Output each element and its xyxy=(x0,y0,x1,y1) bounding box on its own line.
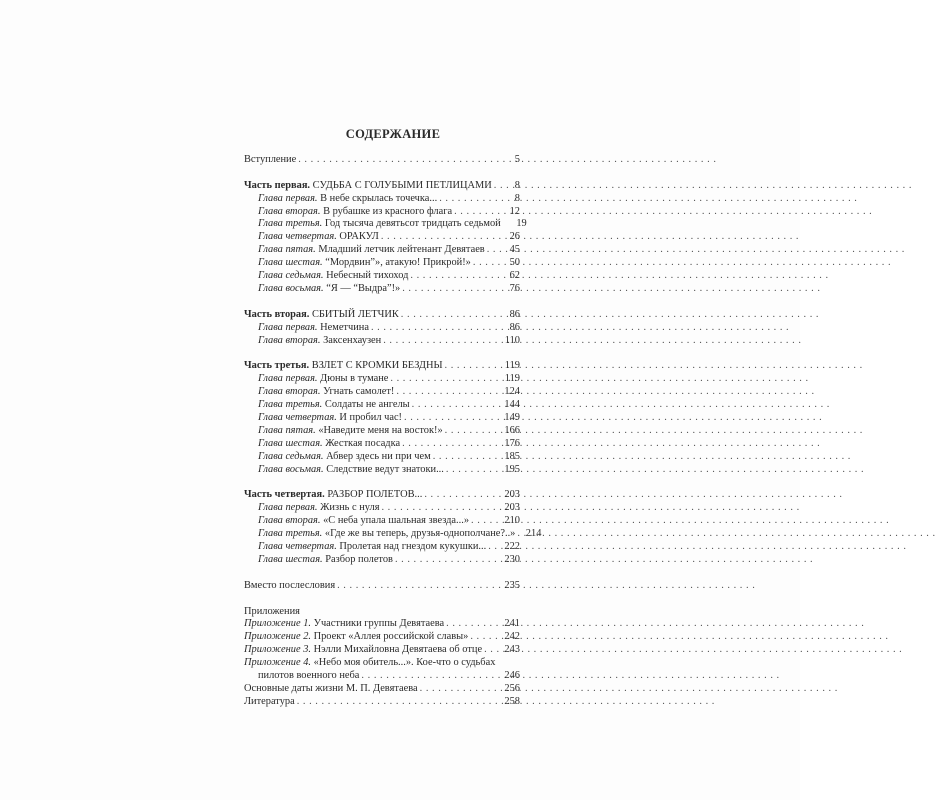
chapter-name: Пролетая над гнездом кукушки... xyxy=(339,541,487,553)
toc-chapter xyxy=(244,322,520,335)
toc-chapter xyxy=(244,270,520,283)
page-number: 62 xyxy=(509,270,520,282)
page-number: 76 xyxy=(509,282,520,294)
dot-leader xyxy=(484,644,502,657)
chapter-prefix: Глава третья. xyxy=(258,528,323,540)
chapter-prefix: Глава шестая. xyxy=(258,257,323,269)
toc-part xyxy=(244,309,520,322)
page-number: 214 xyxy=(525,528,542,540)
page-number: 176 xyxy=(504,437,520,449)
toc-chapter xyxy=(244,438,520,451)
page-number: 8 xyxy=(514,179,520,191)
page-number: 166 xyxy=(504,424,520,436)
chapter-name: «Где же вы теперь, друзья-однополчане?..» xyxy=(324,528,516,540)
toc-chapter xyxy=(244,464,520,477)
toc-chapter xyxy=(244,193,520,206)
appendix-name: Проект «Аллея российской славы» xyxy=(313,631,469,643)
chapter-prefix: Глава четвертая. xyxy=(258,411,337,423)
toc-appendix xyxy=(244,618,520,631)
dot-leader xyxy=(396,386,502,399)
chapter-prefix: Глава третья. xyxy=(258,218,323,230)
dot-leader xyxy=(471,515,502,528)
dot-leader xyxy=(494,180,502,193)
dot-leader xyxy=(424,489,502,502)
dot-leader xyxy=(473,257,502,270)
page-number: 50 xyxy=(509,257,520,269)
page-number: 119 xyxy=(504,373,520,385)
chapter-name: Жесткая посадка xyxy=(325,437,401,449)
part-name: СБИТЫЙ ЛЕТЧИК xyxy=(311,308,399,320)
page-number: 185 xyxy=(504,450,520,462)
dot-leader xyxy=(488,541,502,554)
chapter-prefix: Глава пятая. xyxy=(258,244,316,256)
dot-leader xyxy=(361,670,502,683)
chapter-name: Жизнь с нуля xyxy=(320,502,380,514)
part-name: РАЗБОР ПОЛЕТОВ... xyxy=(327,489,423,501)
toc-entry-intro xyxy=(244,154,520,167)
chapter-name: “Я — “Выдра”!» xyxy=(326,282,401,294)
toc-chapter xyxy=(244,412,520,425)
page-number: 195 xyxy=(504,463,520,475)
chapter-prefix: Глава восьмая. xyxy=(258,463,324,475)
toc-chapter xyxy=(244,244,520,257)
appendix-prefix: Приложение 1. xyxy=(244,618,311,630)
dot-leader xyxy=(446,618,502,631)
toc-appendix xyxy=(244,644,520,657)
chapter-prefix: Глава вторая. xyxy=(258,205,321,217)
dot-leader xyxy=(412,399,502,412)
page-number: 45 xyxy=(509,244,520,256)
appendices-heading: Приложения xyxy=(244,605,300,617)
chapter-name: Заксенхаузен xyxy=(323,334,382,346)
chapter-name: Младший летчик лейтенант Девятаев xyxy=(318,244,485,256)
dot-leader xyxy=(298,154,502,167)
dot-leader xyxy=(446,464,502,477)
toc-entry-dates xyxy=(244,683,520,696)
toc-appendix-4-continuation xyxy=(244,670,520,683)
chapter-name: И пробил час! xyxy=(339,411,403,423)
toc-chapter xyxy=(244,528,542,541)
dot-leader xyxy=(433,451,502,464)
page-number: 110 xyxy=(504,334,520,346)
page-number: 5 xyxy=(514,153,520,165)
dot-leader xyxy=(297,696,502,709)
dot-leader xyxy=(395,554,502,567)
chapter-name: Год тысяча девятьсот тридцать седьмой xyxy=(324,218,501,230)
page-number: 8 xyxy=(514,192,520,204)
chapter-name: Небесный тихоход xyxy=(326,270,409,282)
chapter-name: В небе скрылась точечка... xyxy=(320,192,438,204)
chapter-prefix: Глава шестая. xyxy=(258,437,323,449)
dot-leader xyxy=(445,360,502,373)
dot-leader xyxy=(371,322,502,335)
toc-entry-literature xyxy=(244,696,520,709)
page-number: 12 xyxy=(509,205,520,217)
page-number: 210 xyxy=(504,515,520,527)
toc-chapter xyxy=(244,218,527,231)
toc-part xyxy=(244,180,520,193)
chapter-prefix: Глава третья. xyxy=(258,399,323,411)
chapter-prefix: Глава седьмая. xyxy=(258,270,324,282)
dot-leader xyxy=(381,231,502,244)
chapter-name: В рубашке из красного флага xyxy=(323,205,453,217)
chapter-prefix: Глава седьмая. xyxy=(258,450,324,462)
page-number: 203 xyxy=(504,489,520,501)
chapter-prefix: Глава вторая. xyxy=(258,334,321,346)
toc-chapter xyxy=(244,335,520,348)
chapter-prefix: Глава шестая. xyxy=(258,553,323,565)
page-number: 149 xyxy=(504,411,520,423)
dot-leader xyxy=(487,244,502,257)
page-number: 235 xyxy=(504,579,520,591)
dot-leader xyxy=(337,580,502,593)
entry-label: Вступление xyxy=(244,153,297,165)
dot-leader xyxy=(401,309,502,322)
toc-part xyxy=(244,360,520,373)
chapter-name: «С неба упала шальная звезда...» xyxy=(323,515,470,527)
chapter-prefix: Глава первая. xyxy=(258,373,318,385)
chapter-prefix: Глава четвертая. xyxy=(258,541,337,553)
page-number: 203 xyxy=(504,502,520,514)
toc-chapter xyxy=(244,257,520,270)
toc-appendix xyxy=(244,631,520,644)
dot-leader xyxy=(381,502,502,515)
chapter-prefix: Глава первая. xyxy=(258,192,318,204)
dot-leader xyxy=(445,425,502,438)
part-prefix: Часть вторая. xyxy=(244,308,310,320)
appendix-prefix: Приложение 3. xyxy=(244,644,311,656)
part-prefix: Часть четвертая. xyxy=(244,489,325,501)
chapter-prefix: Глава четвертая. xyxy=(258,231,337,243)
toc-chapter xyxy=(244,206,520,219)
dot-leader xyxy=(420,683,502,696)
chapter-name: Неметчина xyxy=(320,321,369,333)
page-number: 222 xyxy=(504,541,520,553)
dot-leader xyxy=(404,412,502,425)
part-prefix: Часть третья. xyxy=(244,360,310,372)
appendix-name: «Небо моя обитель...». Кое-что о судьбах xyxy=(313,657,496,669)
page-number: 86 xyxy=(509,308,520,320)
dot-leader xyxy=(439,193,502,206)
part-name: СУДЬБА С ГОЛУБЫМИ ПЕТЛИЦАМИ xyxy=(312,179,492,191)
chapter-prefix: Глава восьмая. xyxy=(258,282,324,294)
chapter-name: Угнать самолет! xyxy=(323,386,395,398)
table-of-contents xyxy=(244,127,542,709)
page-number: 86 xyxy=(509,321,520,333)
dot-leader xyxy=(402,283,502,296)
chapter-name: «Наведите меня на восток!» xyxy=(318,424,443,436)
toc-chapter xyxy=(244,386,520,399)
page-number: 119 xyxy=(504,360,520,372)
page-number: 242 xyxy=(504,631,520,643)
appendix-prefix: Приложение 2. xyxy=(244,631,311,643)
part-name: ВЗЛЕТ С КРОМКИ БЕЗДНЫ xyxy=(311,360,443,372)
chapter-name: Дюны в тумане xyxy=(320,373,389,385)
page-number: 243 xyxy=(504,644,520,656)
dot-leader xyxy=(402,438,502,451)
dot-leader xyxy=(470,631,502,644)
dot-leader xyxy=(517,528,523,541)
chapter-prefix: Глава первая. xyxy=(258,321,318,333)
chapter-name: Разбор полетов xyxy=(325,553,393,565)
dot-leader xyxy=(383,335,502,348)
appendix-name-continued: пилотов военного неба xyxy=(258,670,360,682)
chapter-name: Следствие ведут знатоки... xyxy=(326,463,444,475)
chapter-name: ОРАКУЛ xyxy=(339,231,379,243)
toc-chapter xyxy=(244,541,520,554)
appendix-prefix: Приложение 4. xyxy=(244,657,311,669)
entry-label: Основные даты жизни М. П. Девятаева xyxy=(244,682,418,694)
toc-part xyxy=(244,489,520,502)
toc-entry-afterword xyxy=(244,580,520,593)
chapter-name: “Мордвин”», атакую! Прикрой!» xyxy=(325,257,471,269)
toc-chapter xyxy=(244,283,520,296)
page-number: 256 xyxy=(504,682,520,694)
chapter-prefix: Глава пятая. xyxy=(258,424,316,436)
page-number: 246 xyxy=(504,670,520,682)
page-number: 26 xyxy=(509,231,520,243)
dot-leader xyxy=(390,373,502,386)
page-number: 19 xyxy=(516,218,527,230)
chapter-prefix: Глава вторая. xyxy=(258,386,321,398)
toc-appendix-4 xyxy=(244,657,520,670)
page-number: 144 xyxy=(504,399,520,411)
part-prefix: Часть первая. xyxy=(244,179,311,191)
chapter-prefix: Глава первая. xyxy=(258,502,318,514)
toc-chapter xyxy=(244,502,520,515)
toc-chapter xyxy=(244,231,520,244)
toc-chapter xyxy=(244,451,520,464)
chapter-name: Абвер здесь ни при чем xyxy=(326,450,431,462)
appendix-name: Нэлли Михайловна Девятаева об отце xyxy=(313,644,483,656)
dot-leader xyxy=(454,206,502,219)
appendix-name: Участники группы Девятаева xyxy=(313,618,445,630)
toc-chapter xyxy=(244,373,520,386)
toc-chapter xyxy=(244,515,520,528)
page-number: 124 xyxy=(504,386,520,398)
chapter-name: Солдаты не ангелы xyxy=(324,399,410,411)
page-number: 258 xyxy=(504,695,520,707)
dot-leader xyxy=(410,270,502,283)
toc-chapter xyxy=(244,554,520,567)
page-number: 241 xyxy=(504,618,520,630)
toc-chapter xyxy=(244,425,520,438)
chapter-prefix: Глава вторая. xyxy=(258,515,321,527)
entry-label: Вместо послесловия xyxy=(244,579,336,591)
entry-label: Литература xyxy=(244,695,295,707)
page-number: 230 xyxy=(504,553,520,565)
toc-chapter xyxy=(244,399,520,412)
toc-title: СОДЕРЖАНИЕ xyxy=(345,127,441,141)
